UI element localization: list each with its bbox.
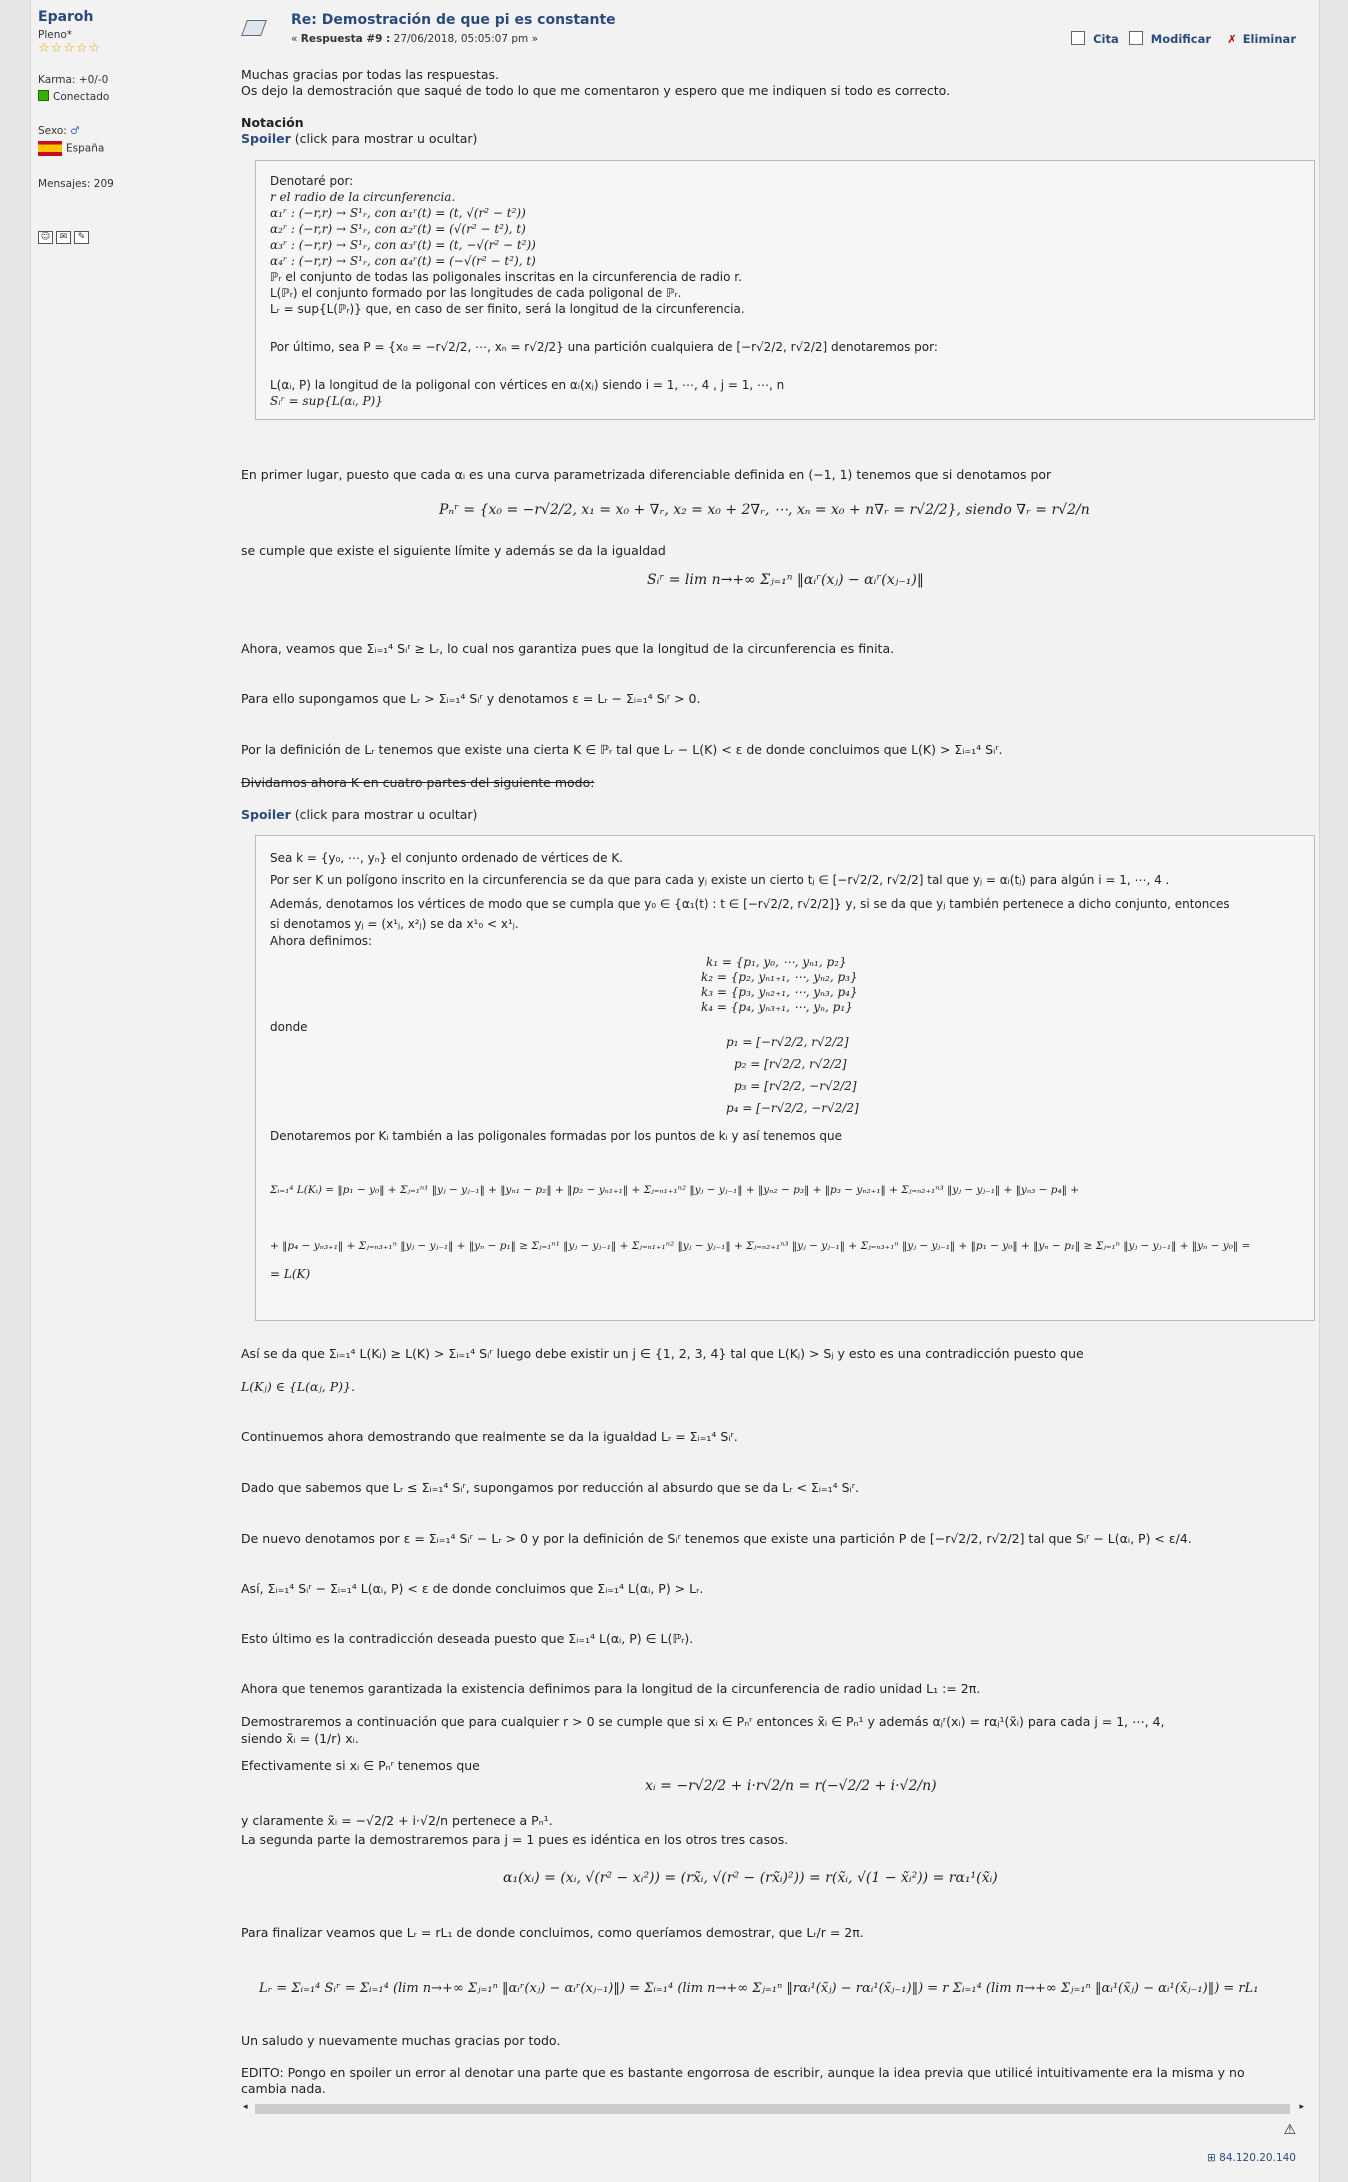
- spoiler-box-2: [255, 835, 1315, 1321]
- spoiler-toggle-1[interactable]: [241, 130, 477, 147]
- ip-address: [1207, 2152, 1296, 2164]
- equation-5: Lᵣ = Σᵢ₌₁⁴ Sᵢʳ = Σᵢ₌₁⁴ (lim n→+∞ Σⱼ₌₁ⁿ ‖αᵢʳ(xⱼ) − αᵢʳ(xⱼ₋₁)‖) = Σᵢ₌₁⁴ (lim n→+∞ Σⱼ₌₁ⁿ ‖rαᵢ¹(x̃ⱼ) − rαᵢ¹(x̃ⱼ₋₁)‖) = r Σᵢ₌₁⁴ (lim n→+∞ Σⱼ₌₁ⁿ ‖αᵢ¹(x̃ⱼ) − αᵢ¹(x̃ⱼ₋₁)‖) = rL₁: [259, 1981, 1259, 1996]
- poster-karma: Karma: +0/-0: [38, 74, 109, 86]
- equation-3: xᵢ = −r√2/2 + i·r√2/n = r(−√2/2 + i·√2/n): [645, 1778, 937, 1794]
- paragraph-13: Ahora que tenemos garantizada la existencia definimos para la longitud de la circunferencia de radio unidad L₁ := 2π.: [241, 1681, 981, 1696]
- s2-line-3: Además, denotamos los vértices de modo que se cumpla que y₀ ∈ {α₁(t) : t ∈ [−r√2/2, r√2/2]} y, si se da que yⱼ también pertenece a dicho conjunto, entonces: [270, 897, 1230, 911]
- equation-1: Pₙʳ = {x₀ = −r√2/2, x₁ = x₀ + ∇ᵣ, x₂ = x₀ + 2∇ᵣ, ⋯, xₙ = x₀ + n∇ᵣ = r√2/2}, siendo ∇ᵣ = r√2/n: [439, 502, 1090, 518]
- s1-line-11: L(αᵢ, P) la longitud de la poligonal con vértices en αᵢ(xⱼ) siendo i = 1, ⋯, 4 , j = 1, ⋯, n: [270, 378, 785, 392]
- s1-line-8: L(ℙᵣ) el conjunto formado por las longitudes de cada poligonal de ℙᵣ.: [270, 286, 682, 300]
- paragraph-14b: siendo x̃ᵢ = (1/r) xᵢ.: [241, 1731, 359, 1746]
- p4-def: p₄ = [−r√2/2, −r√2/2]: [726, 1101, 859, 1115]
- paragraph-5: Por la definición de Lᵣ tenemos que existe una cierta K ∈ ℙᵣ tal que Lᵣ − L(K) < ε de donde concluimos que L(K) > Σᵢ₌₁⁴ Sᵢʳ.: [241, 742, 1003, 757]
- post: [241, 0, 1306, 2164]
- s1-line-9: Lᵣ = sup{L(ℙᵣ)} que, en caso de ser finito, será la longitud de la circunferencia.: [270, 302, 745, 316]
- sum-equation-b: + ‖p₄ − yₙ₃₊₁‖ + Σⱼ₌ₙ₃₊₁ⁿ ‖yⱼ − yⱼ₋₁‖ + ‖yₙ − p₁‖ ≥ Σⱼ₌₁ⁿ¹ ‖yⱼ − yⱼ₋₁‖ + Σⱼ₌ₙ₁₊₁ⁿ² ‖yⱼ − yⱼ₋₁‖ + Σⱼ₌ₙ₂₊₁ⁿ³ ‖yⱼ − yⱼ₋₁‖ + Σⱼ₌ₙ₃₊₁ⁿ ‖yⱼ − yⱼ₋₁‖ + ‖p₁ − y₀‖ + ‖yₙ − p₁‖ ≥ Σⱼ₌₁ⁿ ‖yⱼ − yⱼ₋₁‖ + ‖yₙ − y₀‖ =: [270, 1240, 1251, 1252]
- email-icon[interactable]: ✉: [56, 231, 71, 244]
- poster-name[interactable]: Eparoh: [38, 9, 94, 25]
- equation-4: α₁(xᵢ) = (xᵢ, √(r² − xᵢ²)) = (rx̃ᵢ, √(r² − (rx̃ᵢ)²)) = r(x̃ᵢ, √(1 − x̃ᵢ²)) = rα₁¹(x̃ᵢ): [503, 1870, 998, 1886]
- paragraph-18: Para finalizar veamos que Lᵣ = rL₁ de donde concluimos, como queríamos demostrar, que Lᵣ/r = 2π.: [241, 1925, 864, 1940]
- online-icon: [38, 90, 49, 101]
- sum-equation-c: = L(K): [270, 1267, 311, 1281]
- horizontal-scrollbar[interactable]: [241, 2102, 1306, 2116]
- equation-2: Sᵢʳ = lim n→+∞ Σⱼ₌₁ⁿ ‖αᵢʳ(xⱼ) − αᵢʳ(xⱼ₋₁)‖: [647, 572, 924, 588]
- scrollbar-thumb[interactable]: [255, 2104, 1290, 2114]
- s1-line-7: ℙᵣ el conjunto de todas las poligonales inscritas en la circunferencia de radio r.: [270, 270, 742, 284]
- s1-line-3: α₁ʳ : (−r,r) → S¹ᵣ, con α₁ʳ(t) = (t, √(r² − t²)): [270, 206, 526, 220]
- s1-line-5: α₃ʳ : (−r,r) → S¹ᵣ, con α₃ʳ(t) = (t, −√(r² − t²)): [270, 238, 536, 252]
- paragraph-20b: cambia nada.: [241, 2081, 326, 2096]
- paragraph-7: Así se da que Σᵢ₌₁⁴ L(Kᵢ) ≥ L(K) > Σᵢ₌₁⁴ Sᵢʳ luego debe existir un j ∈ {1, 2, 3, 4} tal que L(Kⱼ) > Sⱼ y esto es una contradicción puesto que: [241, 1346, 1084, 1361]
- ip-icon: ⊞: [1207, 2152, 1220, 2164]
- intro-line-1: Muchas gracias por todas las respuestas.: [241, 67, 499, 82]
- paragraph-10: De nuevo denotamos por ε = Σᵢ₌₁⁴ Sᵢʳ − Lᵣ > 0 y por la definición de Sᵢʳ tenemos que existe una partición P de [−r√2/2, r√2/2] tal que Sᵢʳ − L(αᵢ, P) < ε/4.: [241, 1531, 1192, 1546]
- s2-line-6: Denotaremos por Kᵢ también a las poligonales formadas por los puntos de kᵢ y así tenemos que: [270, 1129, 842, 1143]
- spoiler-hint-2: (click para mostrar u ocultar): [294, 807, 478, 822]
- modify-icon: [1129, 31, 1143, 45]
- k4-def: k₄ = {p₄, yₙ₃₊₁, ⋯, yₙ, p₁}: [701, 1000, 853, 1014]
- poster-panel: [38, 0, 208, 244]
- paragraph-8: Continuemos ahora demostrando que realmente se da la igualdad Lᵣ = Σᵢ₌₁⁴ Sᵢʳ.: [241, 1429, 738, 1444]
- scroll-left-icon[interactable]: ◂: [243, 2102, 248, 2112]
- online-status: [38, 90, 208, 103]
- paragraph-7b: L(Kⱼ) ∈ {L(αⱼ, P)}.: [241, 1379, 355, 1394]
- sex-label: Sexo:: [38, 125, 67, 137]
- notation-title: Notación: [241, 115, 304, 130]
- meta-prefix: «: [291, 33, 301, 45]
- s2-line-2: Por ser K un polígono inscrito en la circunferencia se da que para cada yⱼ existe un cierto tⱼ ∈ [−r√2/2, r√2/2] tal que yⱼ = αᵢ(tⱼ) para algún i = 1, ⋯, 4 .: [270, 873, 1170, 887]
- paragraph-20: EDITO: Pongo en spoiler un error al denotar una parte que es bastante engorrosa de escribir, aunque la idea previa que utilicé intuitivamente era la misma y no: [241, 2065, 1245, 2080]
- sum-equation-a: Σᵢ₌₁⁴ L(Kᵢ) = ‖p₁ − y₀‖ + Σⱼ₌₁ⁿ¹ ‖yⱼ − yⱼ₋₁‖ + ‖yₙ₁ − p₂‖ + ‖p₂ − yₙ₁₊₁‖ + Σⱼ₌ₙ₁₊₁ⁿ² ‖yⱼ − yⱼ₋₁‖ + ‖yₙ₂ − p₃‖ + ‖p₃ − yₙ₂₊₁‖ + Σⱼ₌ₙ₂₊₁ⁿ³ ‖yⱼ − yⱼ₋₁‖ + ‖yₙ₃ − p₄‖ +: [270, 1184, 1080, 1196]
- s2-line-4: si denotamos yⱼ = (x¹ⱼ, x²ⱼ) se da x¹₀ < x¹ⱼ.: [270, 917, 519, 931]
- spoiler-label-2[interactable]: Spoiler: [241, 807, 291, 822]
- delete-button[interactable]: [1221, 32, 1296, 46]
- quote-button[interactable]: [1071, 32, 1119, 46]
- report-icon[interactable]: ⚠: [1283, 2122, 1296, 2138]
- p1-def: p₁ = [−r√2/2, r√2/2]: [726, 1035, 849, 1049]
- s1-line-10: Por último, sea P = {x₀ = −r√2/2, ⋯, xₙ = r√2/2} una partición cualquiera de [−r√2/2, r√2/2] denotaremos por:: [270, 340, 938, 354]
- poster-country: [38, 141, 208, 156]
- modify-label: Modificar: [1150, 32, 1212, 46]
- paragraph-6: Dividamos ahora K en cuatro partes del siguiente modo:: [241, 775, 595, 790]
- s1-line-4: α₂ʳ : (−r,r) → S¹ᵣ, con α₂ʳ(t) = (√(r² − t²), t): [270, 222, 526, 236]
- paragraph-11: Así, Σᵢ₌₁⁴ Sᵢʳ − Σᵢ₌₁⁴ L(αᵢ, P) < ε de donde concluimos que Σᵢ₌₁⁴ L(αᵢ, P) > Lᵣ.: [241, 1581, 704, 1596]
- quote-icon: [1071, 31, 1085, 45]
- paragraph-19: Un saludo y nuevamente muchas gracias por todo.: [241, 2033, 561, 2048]
- paragraph-3: Ahora, veamos que Σᵢ₌₁⁴ Sᵢʳ ≥ Lᵣ, lo cual nos garantiza pues que la longitud de la circunferencia es finita.: [241, 641, 895, 656]
- post-subject[interactable]: Re: Demostración de que pi es constante: [291, 12, 616, 28]
- profile-icon[interactable]: ☺: [38, 231, 53, 244]
- k1-def: k₁ = {p₁, y₀, ⋯, yₙ₁, p₂}: [706, 955, 847, 969]
- paragraph-16: y claramente x̃ᵢ = −√2/2 + i·√2/n pertenece a Pₙ¹.: [241, 1813, 553, 1828]
- spoiler-box-1: [255, 160, 1315, 420]
- delete-icon: ✗: [1227, 32, 1237, 46]
- paragraph-14: Demostraremos a continuación que para cualquier r > 0 se cumple que si xᵢ ∈ Pₙʳ entonces x̃ᵢ ∈ Pₙ¹ y además αⱼʳ(xᵢ) = rαⱼ¹(x̃ᵢ) para cada j = 1, ⋯, 4,: [241, 1714, 1165, 1729]
- spoiler-hint-1: (click para mostrar u ocultar): [294, 131, 478, 146]
- post-date: 27/06/2018, 05:05:07 pm »: [390, 33, 538, 45]
- post-actions: [1065, 31, 1296, 46]
- modify-button[interactable]: [1129, 32, 1211, 46]
- s1-line-2: r el radio de la circunferencia.: [270, 190, 456, 204]
- rank-stars-icon: ☆☆☆☆☆: [38, 41, 102, 56]
- reply-number: Respuesta #9 :: [300, 33, 391, 45]
- post-icon: [241, 20, 267, 36]
- spoiler-toggle-2[interactable]: [241, 806, 477, 823]
- country-label: España: [66, 142, 105, 155]
- paragraph-17: La segunda parte la demostraremos para j = 1 pues es idéntica en los otros tres casos.: [241, 1832, 789, 1847]
- p2-def: p₂ = [r√2/2, r√2/2]: [734, 1057, 847, 1071]
- paragraph-2: se cumple que existe el siguiente límite y además se da la igualdad: [241, 543, 666, 558]
- post-meta: [291, 33, 538, 45]
- s1-line-12: Sᵢʳ = sup{L(αᵢ, P)}: [270, 394, 383, 408]
- s2-line-5: Ahora definimos:: [270, 934, 373, 948]
- k3-def: k₃ = {p₃, yₙ₂₊₁, ⋯, yₙ₃, p₄}: [701, 985, 858, 999]
- donde-label: donde: [270, 1020, 308, 1034]
- scroll-right-icon[interactable]: ▸: [1299, 2102, 1304, 2112]
- ip-label: 84.120.20.140: [1219, 2152, 1296, 2164]
- paragraph-1: En primer lugar, puesto que cada αᵢ es una curva parametrizada diferenciable definida en (−1, 1) tenemos que si denotamos por: [241, 467, 1052, 482]
- p3-def: p₃ = [r√2/2, −r√2/2]: [734, 1079, 857, 1093]
- paragraph-4: Para ello supongamos que Lᵣ > Σᵢ₌₁⁴ Sᵢʳ y denotamos ε = Lᵣ − Σᵢ₌₁⁴ Sᵢʳ > 0.: [241, 691, 701, 706]
- delete-label: Eliminar: [1242, 32, 1296, 46]
- pm-icon[interactable]: ✎: [74, 231, 89, 244]
- s1-line-1: Denotaré por:: [270, 174, 354, 188]
- paragraph-9: Dado que sabemos que Lᵣ ≤ Σᵢ₌₁⁴ Sᵢʳ, supongamos por reducción al absurdo que se da Lᵣ < Σᵢ₌₁⁴ Sᵢʳ.: [241, 1480, 859, 1495]
- paragraph-12: Esto último es la contradicción deseada puesto que Σᵢ₌₁⁴ L(αᵢ, P) ∈ L(ℙᵣ).: [241, 1631, 694, 1646]
- quote-label: Cita: [1093, 32, 1119, 46]
- post-header: [241, 0, 1306, 60]
- spoiler-label-1[interactable]: Spoiler: [241, 131, 291, 146]
- s1-line-6: α₄ʳ : (−r,r) → S¹ᵣ, con α₄ʳ(t) = (−√(r² − t²), t): [270, 254, 536, 268]
- intro-line-2: Os dejo la demostración que saqué de todo lo que me comentaron y espero que me indiquen si todo es correcto.: [241, 83, 951, 98]
- poster-posts: Mensajes: 209: [38, 178, 114, 190]
- poster-rank: Pleno*: [38, 29, 73, 41]
- online-status-label: Conectado: [53, 91, 110, 103]
- spain-flag-icon: [38, 141, 62, 156]
- poster-contact-icons: [38, 230, 208, 244]
- paragraph-15: Efectivamente si xᵢ ∈ Pₙʳ tenemos que: [241, 1758, 480, 1773]
- male-icon: ♂: [70, 125, 80, 137]
- poster-sex: [38, 125, 208, 137]
- s2-line-1: Sea k = {y₀, ⋯, yₙ} el conjunto ordenado de vértices de K.: [270, 851, 624, 865]
- k2-def: k₂ = {p₂, yₙ₁₊₁, ⋯, yₙ₂, p₃}: [701, 970, 858, 984]
